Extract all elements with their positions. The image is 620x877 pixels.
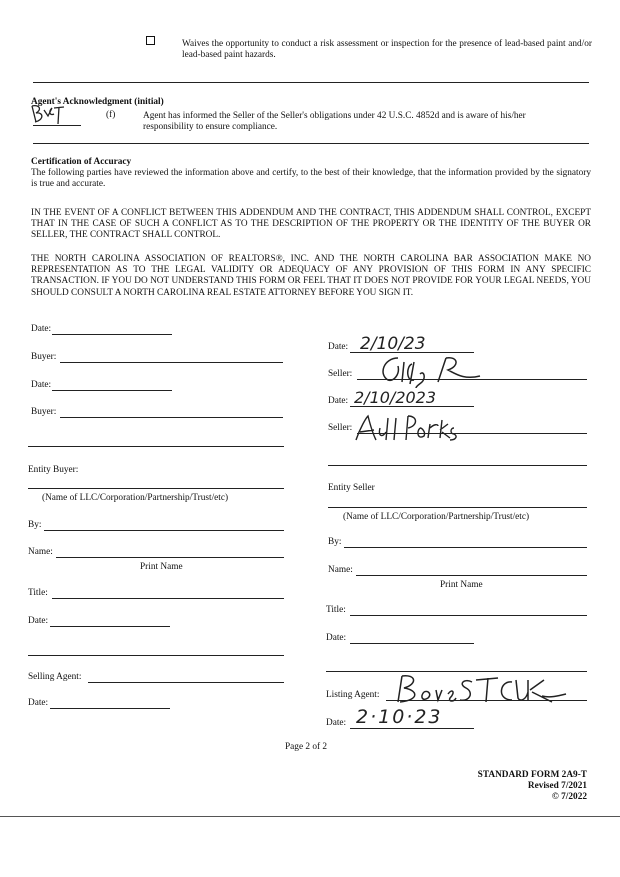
buyer-blank-line [28, 446, 284, 447]
seller-date-3-label: Date: [326, 633, 347, 643]
seller-1-signature [358, 352, 498, 391]
buyer-date-3-label: Date: [28, 616, 49, 626]
agent-ack-text: Agent has informed the Seller of the Seller's obligations under 42 U.S.C. 4852d and is aware of his/her responsibility to ensure compliance. [143, 111, 526, 133]
buyer-date-2-field[interactable] [52, 390, 172, 391]
selling-agent-field[interactable] [88, 682, 284, 683]
seller-date-2-label: Date: [328, 396, 349, 406]
entity-seller-name-field[interactable] [328, 507, 587, 508]
buyer-date-1-label: Date: [31, 324, 52, 334]
seller-name-label: Name: [328, 565, 353, 575]
agent-ack-heading: Agent's Acknowledgment (initial) [31, 97, 164, 107]
buyer-date-1-field[interactable] [52, 334, 172, 335]
selling-agent-date-label: Date: [28, 698, 49, 708]
seller-date-1-label: Date: [328, 342, 349, 352]
buyer-title-label: Title: [28, 588, 48, 598]
disclaimer: THE NORTH CAROLINA ASSOCIATION OF REALTORS®, INC. AND THE NORTH CAROLINA BAR ASSOCIATION MAKE NO REPRESENTATION AS TO THE LEGAL VALIDITY OR ADEQUACY OF ANY PROVISION OF THIS FORM IN ANY SPECIFIC TRANSACTION. IF YOU DO NOT UNDERSTAND THIS FORM OR FEEL THAT IT DOES NOT PROVIDE FOR YOUR LEGAL NEEDS, YOU SHOULD CONSULT A NORTH CAROLINA REAL ESTATE ATTORNEY BEFORE YOU SIGN IT. [31, 254, 591, 298]
entity-seller-label: Entity Seller [328, 483, 375, 493]
buyer-title-field[interactable] [52, 598, 284, 599]
waiver-text: Waives the opportunity to conduct a risk assessment or inspection for the presence of lead-based paint and/or lead-based paint hazards. [182, 39, 592, 61]
buyer-2-label: Buyer: [31, 407, 57, 417]
conflict-notice: IN THE EVENT OF A CONFLICT BETWEEN THIS ADDENDUM AND THE CONTRACT, THIS ADDENDUM SHALL CONTROL, EXCEPT THAT IN THE CASE OF SUCH A CONFLICT AS TO THE DESCRIPTION OF THE PROPERTY OR THE IDENTITY OF THE BUYER OR SELLER, THE CONTRACT SHALL CONTROL. [31, 208, 591, 241]
agent-ack-item-letter: (f) [106, 110, 116, 120]
seller-by-field[interactable] [344, 547, 587, 548]
entity-seller-name-caption: (Name of LLC/Corporation/Partnership/Trust/etc) [343, 512, 530, 522]
certification-heading: Certification of Accuracy [31, 157, 132, 167]
page-number: Page 2 of 2 [285, 742, 328, 752]
seller-name-field[interactable] [356, 575, 587, 576]
buyer-blank-line-2 [28, 655, 284, 656]
seller-2-label: Seller: [328, 423, 353, 433]
divider-line-2 [33, 143, 589, 144]
buyer-date-2-label: Date: [31, 380, 52, 390]
agent-initials-line [33, 125, 81, 126]
selling-agent-date-field[interactable] [50, 708, 170, 709]
seller-by-label: By: [328, 537, 342, 547]
buyer-date-3-field[interactable] [50, 626, 170, 627]
entity-buyer-name-caption: (Name of LLC/Corporation/Partnership/Trust/etc) [42, 493, 229, 503]
certification-text: The following parties have reviewed the information above and certify, to the best of their knowledge, that the information provided by the signatory is true and accurate. [31, 168, 591, 190]
form-id: STANDARD FORM 2A9-T [477, 770, 587, 780]
form-copyright: © 7/2022 [551, 792, 587, 802]
seller-date-2-handwritten: 2/10/2023 [354, 388, 437, 407]
seller-date-1-handwritten: 2/10/23 [360, 334, 426, 354]
entity-buyer-label: Entity Buyer: [28, 465, 79, 475]
seller-date-3-field[interactable] [350, 643, 474, 644]
seller-2-signature [350, 410, 460, 447]
seller-1-label: Seller: [328, 369, 353, 379]
listing-agent-date-label: Date: [326, 718, 347, 728]
listing-agent-label: Listing Agent: [326, 690, 380, 700]
seller-print-name-caption: Print Name [440, 580, 483, 590]
seller-title-field[interactable] [350, 615, 587, 616]
form-revised: Revised 7/2021 [527, 781, 587, 791]
buyer-print-name-caption: Print Name [140, 562, 183, 572]
buyer-2-field[interactable] [60, 417, 283, 418]
page-bottom-border [0, 816, 620, 817]
entity-buyer-name-field[interactable] [28, 488, 284, 489]
buyer-by-label: By: [28, 520, 42, 530]
seller-title-label: Title: [326, 605, 346, 615]
buyer-name-field[interactable] [56, 557, 284, 558]
buyer-1-label: Buyer: [31, 352, 57, 362]
buyer-1-field[interactable] [60, 362, 283, 363]
selling-agent-label: Selling Agent: [28, 672, 82, 682]
divider-line [33, 82, 589, 83]
buyer-name-label: Name: [28, 547, 53, 557]
waiver-checkbox[interactable] [146, 36, 155, 45]
seller-blank-line [328, 465, 587, 466]
listing-agent-date-field[interactable] [350, 728, 474, 729]
buyer-by-field[interactable] [44, 530, 284, 531]
listing-agent-signature [392, 672, 572, 709]
listing-agent-date-handwritten: 2·10·23 [356, 706, 443, 728]
